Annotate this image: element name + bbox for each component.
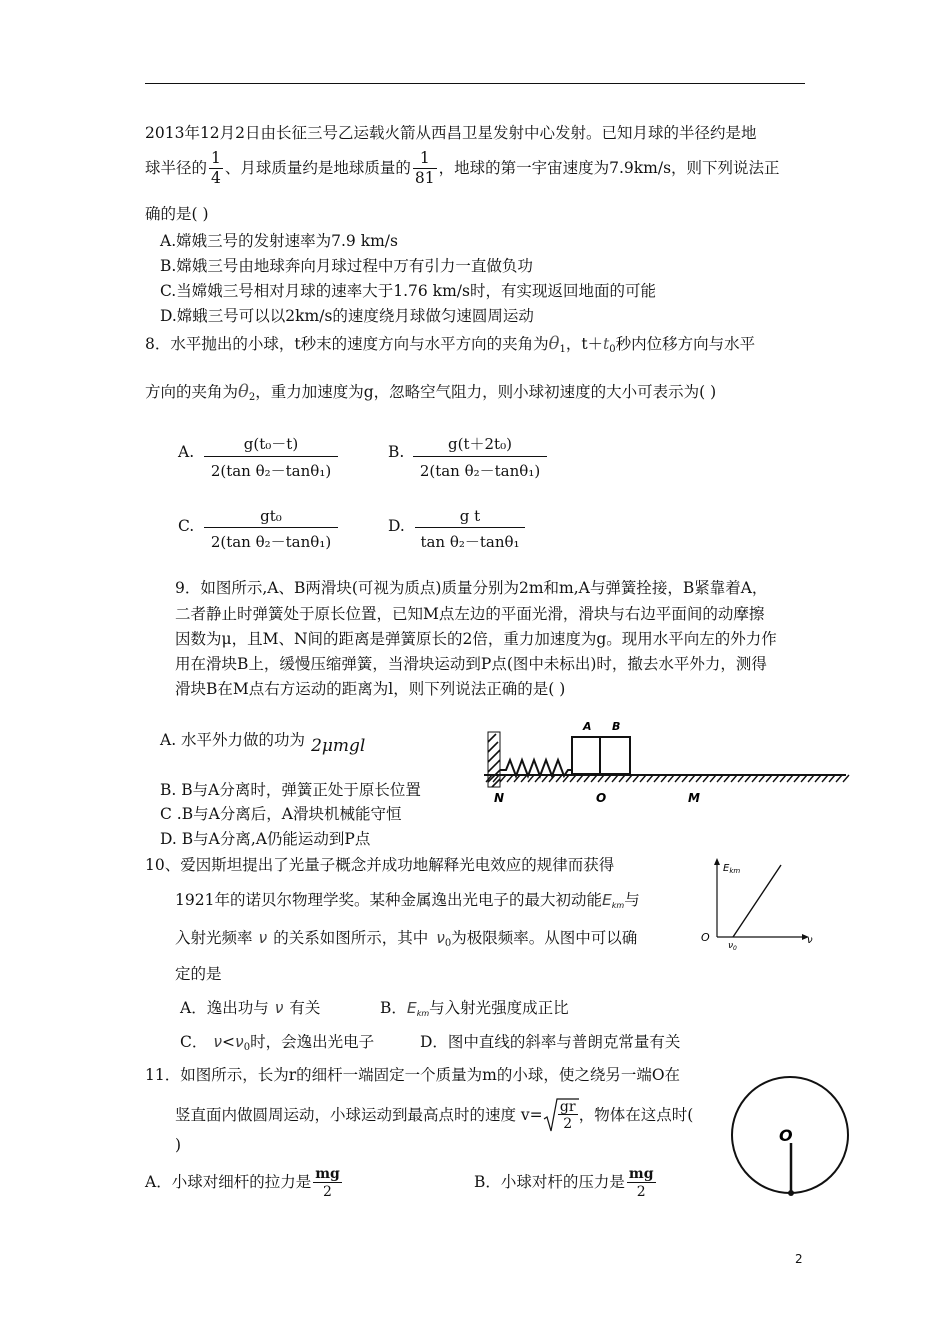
ekm-symbol-b: E [406, 999, 417, 1017]
ekm-symbol: E [601, 891, 612, 909]
q11-line-2a: 竖直面内做圆周运动，小球运动到最高点时的速度 v= [175, 1106, 543, 1124]
sqrt-den: 2 [558, 1114, 578, 1131]
radius-ratio-fraction [209, 150, 223, 188]
circular-motion-diagram [725, 1072, 865, 1202]
q9-work-formula: 2μmgl [311, 736, 366, 756]
hatch-mark [766, 775, 772, 782]
intro-line-3: 确的是( ) [145, 205, 209, 223]
block-a [572, 737, 600, 774]
graph-y-label: $E_{km}$ [723, 863, 741, 875]
q9-option-b: B. B与A分离时，弹簧正处于原长位置 [160, 781, 421, 799]
hatch-mark [689, 775, 695, 782]
hatch-mark [521, 775, 527, 782]
ball [788, 1190, 794, 1196]
q10-option-a-text: A．逸出功与 [180, 999, 269, 1017]
q9-line-1: 9．如图所示,A、B两滑块(可视为质点)质量分别为2m和m,A与弹簧拴接，B紧靠着A， [175, 579, 768, 597]
page-number: 2 [795, 1252, 803, 1266]
intro-option-c: C.当嫦娥三号相对月球的速率大于1.76 km/s时，有实现返回地面的可能 [160, 282, 656, 300]
graph-x-label: ν [807, 935, 813, 946]
q11-option-b-text: B．小球对杆的压力是 [474, 1173, 625, 1192]
nu-symbol-a: ν [274, 999, 284, 1017]
center-label-o: O [779, 1126, 793, 1145]
q11-a-den: 2 [313, 1182, 342, 1200]
intro-line-1: 2013年12月2日由长征三号乙运载火箭从西昌卫星发射中心发射。已知月球的半径约是地 [145, 124, 757, 142]
header-rule [145, 83, 805, 84]
ekm-sub: km [611, 901, 625, 910]
label-b: B [612, 720, 621, 733]
nu-symbol: ν [258, 929, 268, 947]
hatch-mark [640, 775, 646, 782]
y-axis-arrow-icon [714, 858, 720, 865]
q10-line-1: 10、爱因斯坦提出了光量子概念并成功地解释光电效应的规律而获得 [145, 856, 615, 874]
nu0-sub-c: 0 [243, 1042, 251, 1053]
nu-symbol-c: ν [213, 1033, 223, 1051]
q11-line-1: 11．如图所示，长为r的细杆一端固定一个质量为m的小球，使之绕另一端O在 [145, 1066, 681, 1084]
q10-option-c-text: 时，会逸出光电子 [250, 1033, 375, 1051]
q11-b-num: mg [628, 1166, 654, 1182]
q10-line-3a: 入射光频率 [175, 929, 253, 947]
spring [500, 760, 572, 776]
q11-line-2 [175, 1097, 693, 1135]
hatch-mark [654, 775, 660, 782]
intro-line-2c: ，地球的第一宇宙速度为7.9km/s，则下列说法正 [438, 158, 780, 177]
nu0-sub: 0 [444, 938, 452, 949]
q10-option-a [180, 996, 320, 1018]
block-b [600, 737, 630, 774]
label-o: O [596, 791, 607, 805]
q8-option-d-label: D. [388, 517, 405, 535]
hatch-mark [570, 775, 576, 782]
hatch-mark [759, 775, 765, 782]
hatch-mark [794, 775, 800, 782]
q8-option-c-label: C. [178, 517, 195, 535]
intro-line-2a: 球半径的 [145, 158, 208, 177]
hatch-mark [612, 775, 618, 782]
q10-line-2b: 与 [624, 891, 640, 909]
hatch-mark [619, 775, 625, 782]
sqrt-expression [543, 1097, 579, 1135]
radius-ratio-den: 4 [211, 168, 221, 187]
intro-line-2b: 、月球质量约是地球质量的 [224, 158, 411, 177]
hatch-mark [710, 775, 716, 782]
hatch-mark [542, 775, 548, 782]
q8-c-den: 2(tan θ₂－tanθ₁) [204, 527, 338, 552]
hatch-mark [556, 775, 562, 782]
hatch-mark [724, 775, 730, 782]
hatch-mark [647, 775, 653, 782]
intro-line-2 [145, 150, 780, 188]
hatch-mark [577, 775, 583, 782]
hatch-mark [780, 775, 786, 782]
mass-ratio-fraction [413, 150, 437, 188]
q10-option-a-end: 有关 [289, 999, 321, 1017]
hatch-mark [682, 775, 688, 782]
hatch-mark [507, 775, 513, 782]
q10-line-2a: 1921年的诺贝尔物理学奖。某种金属逸出光电子的最大初动能 [175, 891, 602, 909]
q8-option-a-label: A. [178, 443, 195, 461]
spring-block-diagram [480, 712, 852, 812]
hatch-mark [605, 775, 611, 782]
q10-line-3 [175, 926, 637, 949]
q10-option-b-label: B． [380, 999, 407, 1017]
q8-line-1b: ，t＋ [565, 335, 604, 353]
hatch-mark [500, 775, 506, 782]
mass-ratio-den: 81 [414, 168, 435, 187]
q8-a-num: g(t₀－t) [243, 435, 299, 453]
q8-line-2b: ，重力加速度为g，忽略空气阻力，则小球初速度的大小可表示为( ) [255, 383, 717, 401]
q9-option-a [160, 728, 365, 756]
t0: t [603, 335, 610, 353]
sqrt-num: gr [559, 1099, 576, 1115]
theta1-sub: 1 [559, 344, 566, 355]
label-a: A [583, 720, 592, 733]
theta2: θ [238, 381, 249, 402]
q10-line-3c: 为极限频率。从图中可以确 [451, 929, 638, 947]
q10-option-b-text: 与入射光强度成正比 [429, 999, 569, 1017]
q9-option-d: D. B与A分离,A仍能运动到P点 [160, 830, 371, 848]
q8-line-1c: 秒内位移方向与水平 [615, 335, 756, 353]
q8-d-den: tan θ₂－tanθ₁ [415, 527, 525, 552]
label-m: M [688, 791, 700, 805]
t0-sub: 0 [609, 344, 616, 355]
q8-option-c-fraction [204, 507, 338, 552]
q8-b-den: 2(tan θ₂－tanθ₁) [413, 456, 547, 481]
q11-option-b [474, 1166, 658, 1200]
q11-option-a [145, 1166, 344, 1200]
q10-option-c-label: C． [180, 1033, 208, 1051]
q10-option-b [380, 996, 569, 1018]
hatch-mark [787, 775, 793, 782]
q8-c-num: gt₀ [260, 507, 282, 525]
intro-option-d: D.嫦蛾三号可以以2km/s的速度绕月球做匀速圆周运动 [160, 307, 534, 325]
hatch-mark [829, 775, 835, 782]
hatch-mark [752, 775, 758, 782]
graph-origin-label: O [701, 931, 710, 944]
q8-line-1 [145, 332, 755, 355]
hatch-mark [598, 775, 604, 782]
q9-line-5: 滑块B在M点右方运动的距离为l，则下列说法正确的是( ) [175, 680, 566, 698]
hatch-mark [773, 775, 779, 782]
hatch-mark [836, 775, 842, 782]
q11-a-fraction [313, 1166, 342, 1200]
hatch-mark [703, 775, 709, 782]
q8-a-den: 2(tan θ₂－tanθ₁) [204, 456, 338, 481]
sqrt-fraction [558, 1100, 578, 1131]
q8-option-b-label: B. [388, 443, 405, 461]
q10-line-4: 定的是 [175, 965, 222, 983]
hatch-mark [731, 775, 737, 782]
hatch-mark [696, 775, 702, 782]
hatch-mark [633, 775, 639, 782]
q8-option-b-fraction [413, 433, 547, 481]
nu0-symbol: ν [436, 929, 445, 947]
hatch-mark [801, 775, 807, 782]
q8-d-num: g t [459, 507, 481, 525]
q8-option-a-fraction [204, 433, 338, 481]
q9-option-a-text: A. 水平外力做的功为 [160, 731, 306, 749]
hatch-mark [745, 775, 751, 782]
q11-b-fraction [627, 1166, 656, 1200]
hatch-mark [661, 775, 667, 782]
hatch-mark [717, 775, 723, 782]
intro-option-a: A.嫦娥三号的发射速率为7.9 km/s [160, 232, 398, 250]
q10-option-c: C． $\nu<\nu_0$时，会逸出光电子 [180, 1033, 375, 1053]
q10-option-d: D．图中直线的斜率与普朗克常量有关 [420, 1033, 681, 1051]
theta1: θ [548, 333, 560, 354]
ekm-line [733, 865, 781, 937]
hatch-mark [668, 775, 674, 782]
q10-line-2 [175, 888, 640, 910]
q9-line-4: 用在滑块B上，缓慢压缩弹簧，当滑块运动到P点(图中未标出)时，撤去水平外力，测得 [175, 655, 767, 673]
label-n: N [494, 791, 505, 805]
radius-ratio-num: 1 [211, 149, 221, 167]
intro-option-b: B.嫦娥三号由地球奔向月球过程中万有引力一直做负功 [160, 257, 533, 275]
hatch-mark [843, 775, 849, 782]
q8-line-2a: 方向的夹角为 [145, 383, 239, 401]
q11-line-2b: ，物体在这点时( [578, 1106, 694, 1124]
hatch-mark [822, 775, 828, 782]
q10-line-3b: 的关系如图所示，其中 [273, 929, 429, 947]
q8-line-1a: 8．水平抛出的小球，t秒末的速度方向与水平方向的夹角为 [145, 335, 549, 353]
mass-ratio-num: 1 [419, 149, 430, 167]
q11-line-3: ) [175, 1136, 182, 1154]
ground-hatching [486, 775, 849, 782]
hatch-mark [738, 775, 744, 782]
hatch-mark [675, 775, 681, 782]
q8-b-num: g(t＋2t₀) [448, 435, 512, 453]
q11-a-num: mg [315, 1166, 340, 1182]
q8-option-d-fraction [415, 507, 525, 552]
q11-b-den: 2 [627, 1182, 656, 1200]
hatch-mark [584, 775, 590, 782]
q9-option-c: C .B与A分离后，A滑块机械能守恒 [160, 805, 402, 823]
nu0-symbol-c: ν [235, 1033, 244, 1051]
graph-x0-label: $\nu_0$ [728, 941, 737, 952]
hatch-mark [591, 775, 597, 782]
q9-line-2: 二者静止时弹簧处于原长位置，已知M点左边的平面光滑，滑块与右边平面间的动摩擦 [175, 605, 765, 623]
hatch-mark [815, 775, 821, 782]
hatch-mark [808, 775, 814, 782]
ekm-sub-b: km [416, 1009, 430, 1018]
hatch-mark [626, 775, 632, 782]
ekm-frequency-graph [695, 855, 815, 955]
q8-line-2 [145, 380, 716, 403]
q9-line-3: 因数为μ，且M、N间的距离是弹簧原长的2倍，重力加速度为g。现用水平向左的外力作 [175, 630, 777, 648]
theta2-sub: 2 [248, 392, 256, 403]
q11-option-a-text: A．小球对细杆的拉力是 [145, 1173, 312, 1192]
